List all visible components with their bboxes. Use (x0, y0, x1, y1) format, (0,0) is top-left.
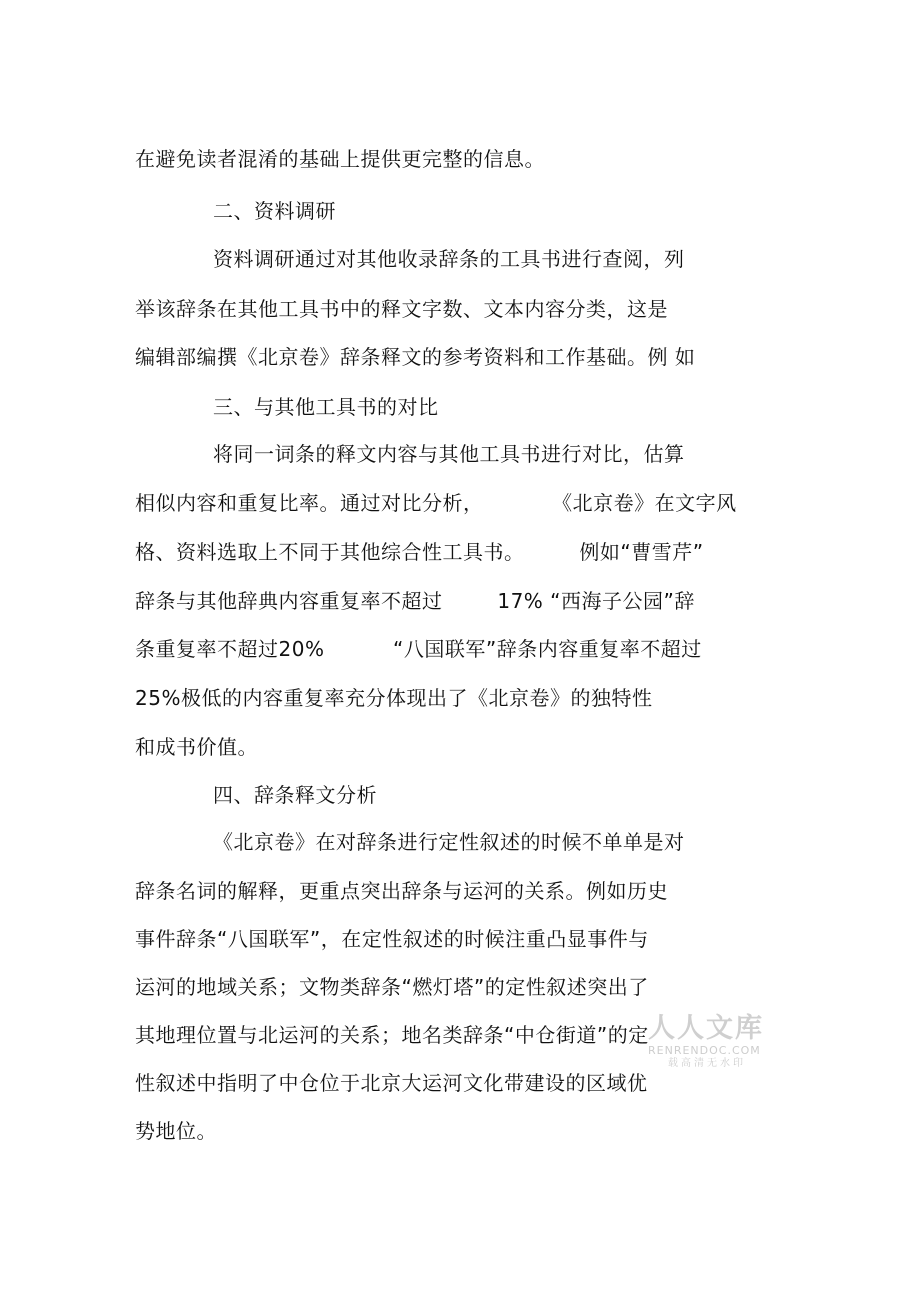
paragraph-line: 运河的地域关系；文物类辞条“燃灯塔”的定性叙述突出了 (135, 975, 649, 999)
paragraph-line: 25%极低的内容重复率充分体现出了《北京卷》的独特性 (135, 686, 653, 710)
watermark-title: 人人文库 (648, 1013, 764, 1044)
paragraph-line: 举该辞条在其他工具书中的释文字数、文本内容分类，这是 (135, 297, 668, 321)
paragraph-line: 资料调研通过对其他收录辞条的工具书进行查阅，列 (213, 247, 685, 271)
paragraph-line: 其地理位置与北运河的关系；地名类辞条“中仓街道”的定 (135, 1023, 649, 1047)
section-heading-3: 三、与其他工具书的对比 (213, 395, 439, 419)
paragraph-line: 《北京卷》在对辞条进行定性叙述的时候不单单是对 (213, 830, 685, 854)
paragraph-line: 性叙述中指明了中仓位于北京大运河文化带建设的区域优 (135, 1071, 648, 1095)
paragraph-line: 和成书价值。 (135, 735, 258, 759)
paragraph-line: 事件辞条“八国联军”，在定性叙述的时候注重凸显事件与 (135, 927, 649, 951)
paragraph-line: 辞条与其他辞典内容重复率不超过 17% “西海子公园”辞 (135, 589, 695, 613)
paragraph-line: 条重复率不超过20% “八国联军”辞条内容重复率不超过 (135, 637, 702, 661)
section-heading-4: 四、辞条释文分析 (213, 783, 377, 807)
watermark-subtitle: 载高清无水印 (668, 1058, 746, 1069)
paragraph-line: 辞条名词的解释，更重点突出辞条与运河的关系。例如历史 (135, 879, 668, 903)
paragraph-line: 格、资料选取上不同于其他综合性工具书。 例如“曹雪芹” (135, 540, 704, 564)
paragraph-line: 将同一词条的释文内容与其他工具书进行对比，估算 (213, 442, 685, 466)
paragraph-line: 编辑部编撰《北京卷》辞条释文的参考资料和工作基础。例 如 (135, 345, 696, 369)
watermark-logo (648, 1014, 778, 1070)
paragraph-line: 势地位。 (135, 1119, 217, 1143)
text-line-continuation: 在避免读者混淆的基础上提供更完整的信息。 (135, 147, 545, 171)
section-heading-2: 二、资料调研 (213, 199, 336, 223)
watermark-url: RENRENDOC.COM (648, 1044, 761, 1057)
paragraph-line: 相似内容和重复比率。通过对比分析， 《北京卷》在文字风 (135, 491, 737, 515)
